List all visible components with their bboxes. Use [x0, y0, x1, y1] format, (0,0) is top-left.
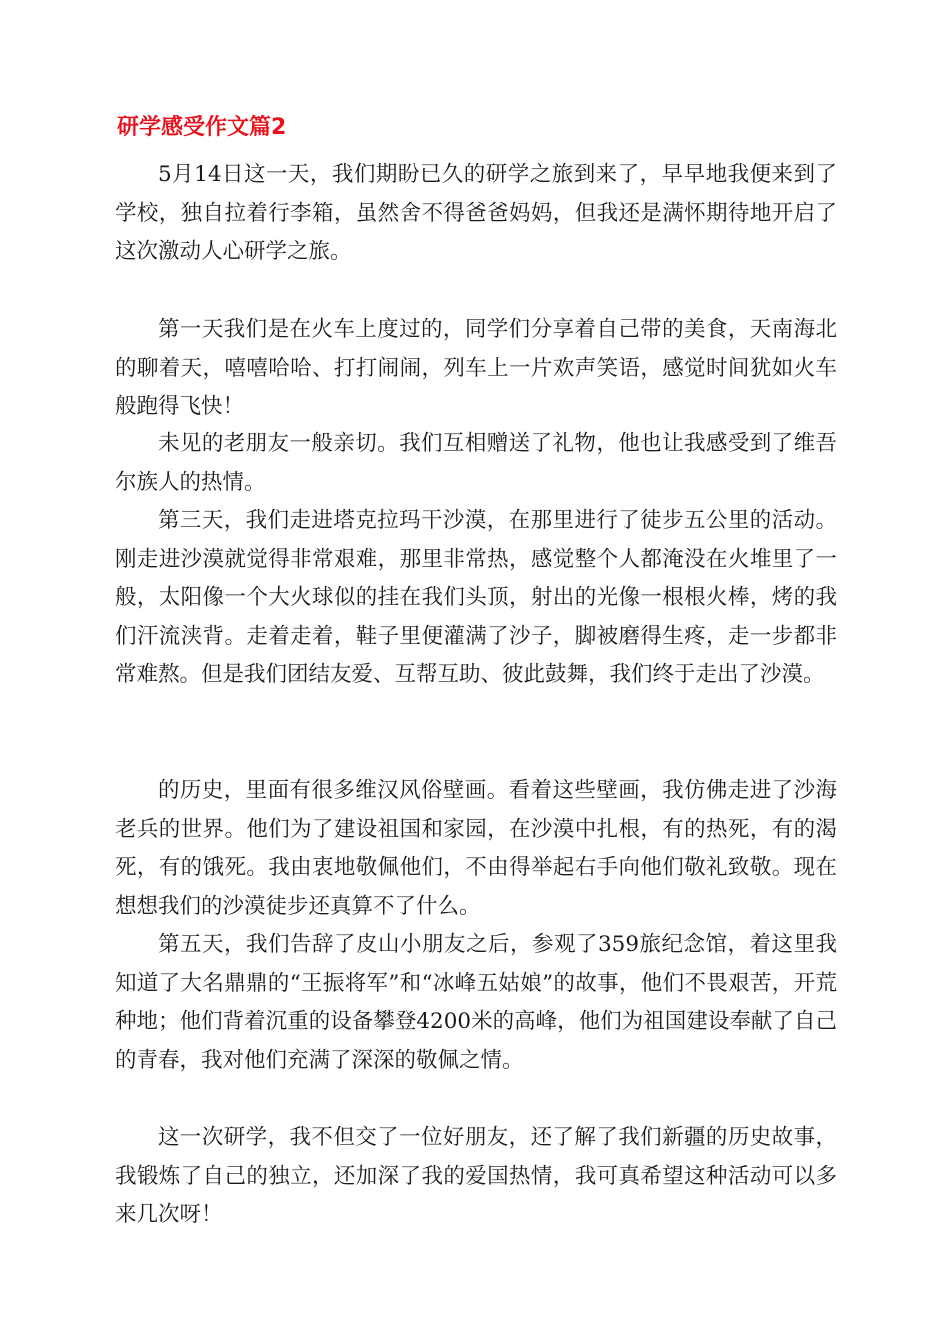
paragraph-6: 第五天，我们告辞了皮山小朋友之后，参观了359旅纪念馆，着这里我知道了大名鼎鼎的“王振将军”和“冰峰五姑娘”的故事，他们不畏艰苦，开荒种地；他们背着沉重的设备攀登4200米的高峰，他们为祖国建设奉献了自己的青春，我对他们充满了深深的敬佩之情。 [115, 932, 837, 1073]
paragraph-7: 这一次研学，我不但交了一位好朋友，还了解了我们新疆的历史故事，我锻炼了自己的独立，还加深了我的爱国热情，我可真希望这种活动可以多来几次呀！ [115, 1125, 837, 1227]
paragraph-4: 第三天，我们走进塔克拉玛干沙漠，在那里进行了徒步五公里的活动。刚走进沙漠就觉得非常艰难，那里非常热，感觉整个人都淹没在火堆里了一般，太阳像一个大火球似的挂在我们头顶，射出的光像一根根火棒，烤的我们汗流浃背。走着走着，鞋子里便灌满了沙子，脚被磨得生疼，走一步都非常难熬。但是我们团结友爱、互帮互助、彼此鼓舞，我们终于走出了沙漠。 [115, 508, 837, 687]
paragraph-2: 第一天我们是在火车上度过的，同学们分享着自己带的美食，天南海北的聊着天，嘻嘻哈哈、打打闹闹，列车上一片欢声笑语，感觉时间犹如火车般跑得飞快！ [115, 317, 837, 419]
paragraph-5: 的历史，里面有很多维汉风俗壁画。看着这些壁画，我仿佛走进了沙海老兵的世界。他们为了建设祖国和家园，在沙漠中扎根，有的热死，有的渴死，有的饿死。我由衷地敬佩他们，不由得举起右手向他们敬礼致敬。现在想想我们的沙漠徒步还真算不了什么。 [115, 778, 837, 919]
document-title: 研学感受作文篇2 [117, 115, 287, 140]
paragraph-3: 未见的老朋友一般亲切。我们互相赠送了礼物，他也让我感受到了维吾尔族人的热情。 [115, 431, 837, 495]
paragraph-1: 5月14日这一天，我们期盼已久的研学之旅到来了，早早地我便来到了学校，独自拉着行李箱，虽然舍不得爸爸妈妈，但我还是满怀期待地开启了这次激动人心研学之旅。 [115, 162, 837, 264]
